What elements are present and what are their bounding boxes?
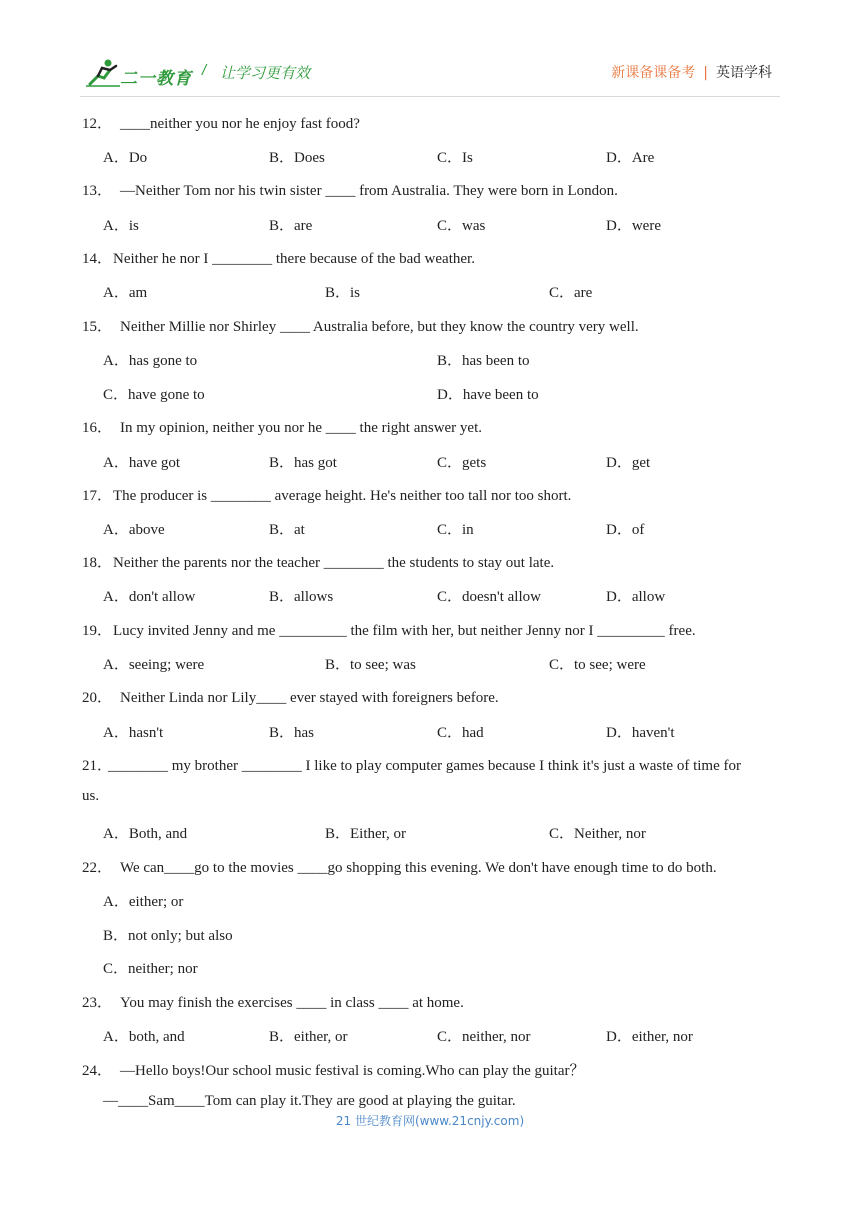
option-b[interactable]: B．at — [269, 522, 305, 538]
question-text: In my opinion, neither you nor he ____ the right answer yet. — [120, 420, 483, 436]
option-b[interactable]: B．has been to — [437, 353, 530, 369]
question-number: 17． — [82, 488, 113, 504]
course-label: 新课备课备考 — [611, 65, 696, 81]
option-a[interactable]: A．Do — [103, 150, 148, 166]
option-d[interactable]: D．haven't — [606, 725, 675, 741]
option-c[interactable]: C．Neither, nor — [549, 826, 646, 842]
option-d[interactable]: D．either, nor — [606, 1029, 693, 1045]
question-15 — [82, 315, 639, 336]
option-a[interactable]: A．both, and — [103, 1029, 185, 1045]
question-text: The producer is ________ average height. He's neither too tall nor too short. — [113, 488, 572, 504]
option-c[interactable]: C．to see; were — [549, 657, 646, 673]
question-text: Neither Linda nor Lily____ ever stayed with foreigners before. — [120, 690, 499, 706]
option-c[interactable]: C．gets — [437, 455, 487, 471]
option-a[interactable]: A．seeing; were — [103, 657, 205, 673]
question-text: We can____go to the movies ____go shopping this evening. We don't have enough time to do both. — [120, 860, 717, 876]
question-text: —Hello boys!Our school music festival is coming.Who can play the guitar？ — [120, 1063, 585, 1079]
header-right — [611, 62, 772, 82]
option-a[interactable]: A．is — [103, 218, 139, 234]
question-21 — [82, 754, 741, 775]
question-text: Neither he nor I ________ there because of the bad weather. — [113, 251, 475, 267]
option-b[interactable]: B．has — [269, 725, 315, 741]
question-number: 16． — [82, 420, 113, 436]
option-a[interactable]: A．Both, and — [103, 826, 188, 842]
question-number: 22． — [82, 860, 113, 876]
option-d[interactable]: D．were — [606, 218, 661, 234]
question-21-continued: us. — [82, 788, 100, 804]
page-header — [80, 52, 780, 97]
option-c[interactable]: C．doesn't allow — [437, 589, 541, 605]
option-c[interactable]: C．was — [437, 218, 486, 234]
option-b[interactable]: B．is — [325, 285, 361, 301]
option-b[interactable]: B．not only; but also — [103, 928, 233, 944]
question-text: Neither Millie nor Shirley ____ Australia before, but they know the country very well. — [120, 319, 639, 335]
question-text: ____neither you nor he enjoy fast food? — [120, 116, 360, 132]
option-b[interactable]: B．to see; was — [325, 657, 416, 673]
option-d[interactable]: D．have been to — [437, 387, 539, 403]
question-18 — [82, 551, 554, 572]
option-b[interactable]: B．allows — [269, 589, 334, 605]
question-24-answer-line: —____Sam____Tom can play it.They are good at playing the guitar. — [103, 1093, 516, 1109]
header-slash: / — [202, 62, 207, 79]
option-c[interactable]: C．Is — [437, 150, 473, 166]
option-a[interactable]: A．has gone to — [103, 353, 198, 369]
option-a[interactable]: A．have got — [103, 455, 181, 471]
option-b[interactable]: B．Does — [269, 150, 325, 166]
question-24 — [82, 1059, 585, 1080]
question-14 — [82, 247, 475, 268]
question-13 — [82, 179, 618, 200]
option-b[interactable]: B．are — [269, 218, 313, 234]
question-20 — [82, 686, 499, 707]
question-23 — [82, 991, 464, 1012]
option-d[interactable]: D．Are — [606, 150, 655, 166]
question-19 — [82, 619, 696, 640]
header-separator: | — [703, 65, 708, 81]
question-17 — [82, 484, 571, 505]
question-text: ________ my brother ________ I like to play computer games because I think it's just a waste of time for — [108, 758, 741, 774]
option-a[interactable]: A．don't allow — [103, 589, 196, 605]
question-number: 21． — [82, 758, 113, 774]
option-b[interactable]: B．Either, or — [325, 826, 407, 842]
option-a[interactable]: A．am — [103, 285, 148, 301]
question-number: 12． — [82, 116, 113, 132]
option-a[interactable]: A．above — [103, 522, 165, 538]
option-c[interactable]: C．in — [437, 522, 474, 538]
question-22 — [82, 856, 717, 877]
question-number: 24． — [82, 1063, 113, 1079]
question-number: 19． — [82, 623, 113, 639]
option-d[interactable]: D．allow — [606, 589, 666, 605]
option-c[interactable]: C．have gone to — [103, 387, 205, 403]
option-c[interactable]: C．neither; nor — [103, 961, 198, 977]
question-number: 20． — [82, 690, 113, 706]
question-16 — [82, 416, 482, 437]
option-b[interactable]: B．has got — [269, 455, 337, 471]
question-number: 15． — [82, 319, 113, 335]
brand-name: 二一教育 — [120, 69, 192, 88]
question-text: Lucy invited Jenny and me _________ the film with her, but neither Jenny nor I _________ free. — [113, 623, 696, 639]
question-text: You may finish the exercises ____ in class ____ at home. — [120, 995, 464, 1011]
option-a[interactable]: A．either; or — [103, 894, 184, 910]
slogan: 让学习更有效 — [220, 64, 311, 82]
option-c[interactable]: C．neither, nor — [437, 1029, 531, 1045]
option-c[interactable]: C．had — [437, 725, 484, 741]
option-b[interactable]: B．either, or — [269, 1029, 348, 1045]
option-d[interactable]: D．get — [606, 455, 651, 471]
subject-label: 英语学科 — [716, 65, 772, 81]
question-number: 14． — [82, 251, 113, 267]
option-d[interactable]: D．of — [606, 522, 645, 538]
option-c[interactable]: C．are — [549, 285, 593, 301]
page-footer[interactable]: 21 世纪教育网(www.21cnjy.com) — [335, 1114, 525, 1128]
question-number: 23． — [82, 995, 113, 1011]
runner-logo-icon — [84, 56, 122, 90]
question-text: Neither the parents nor the teacher ________ the students to stay out late. — [113, 555, 555, 571]
question-12 — [82, 112, 360, 133]
question-text: —Neither Tom nor his twin sister ____ from Australia. They were born in London. — [120, 183, 618, 199]
question-number: 13． — [82, 183, 113, 199]
question-number: 18． — [82, 555, 113, 571]
option-a[interactable]: A．hasn't — [103, 725, 164, 741]
